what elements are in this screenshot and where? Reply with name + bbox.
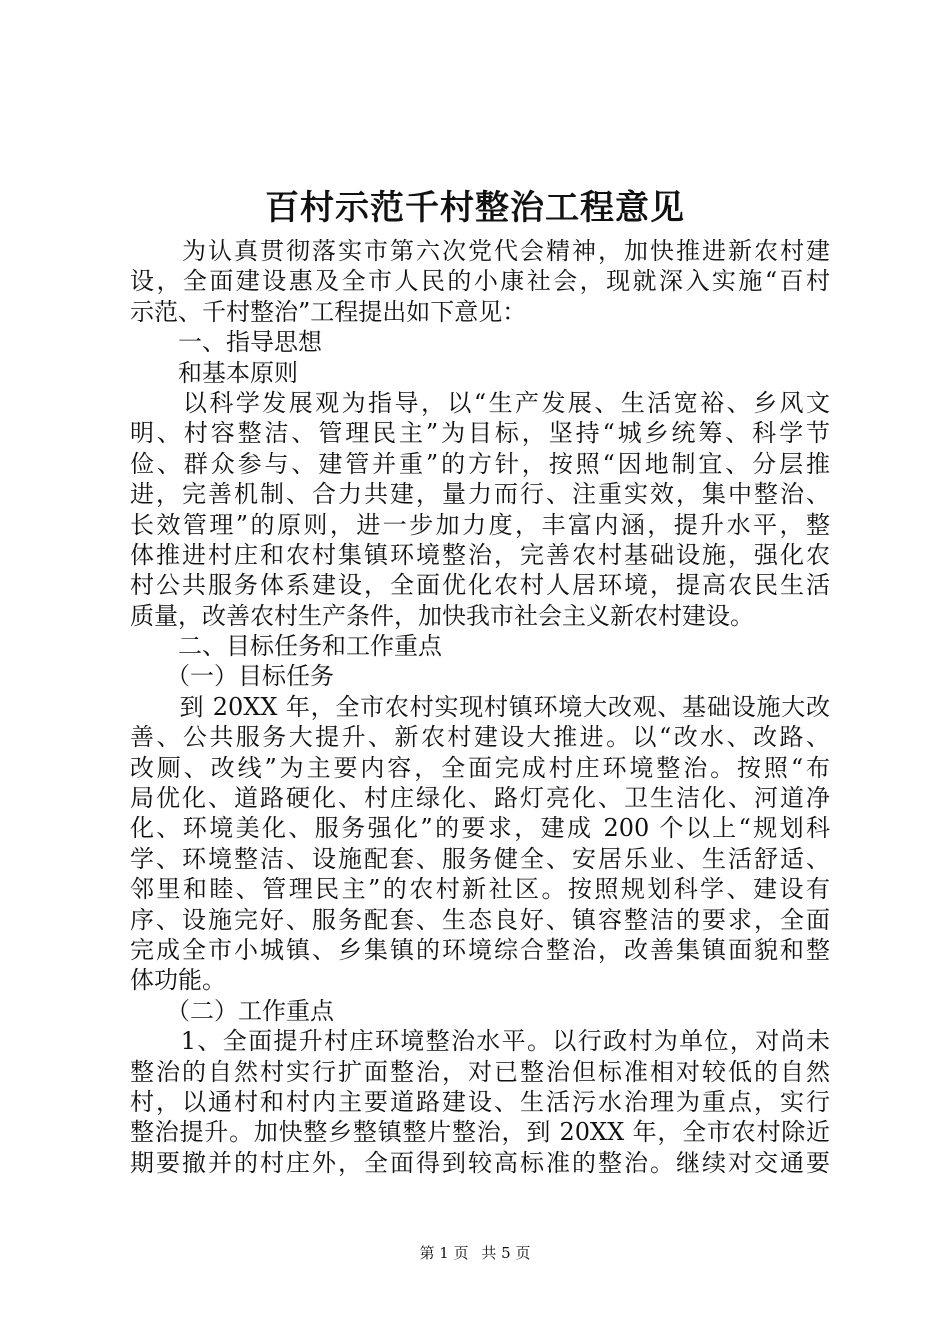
text-line: 序、设施完好、服务配套、生态良好、镇容整洁的要求，全面: [130, 905, 830, 934]
text-line: 完成全市小城镇、乡集镇的环境综合整治，改善集镇面貌和整: [130, 935, 830, 964]
text-line: 学、环境整洁、设施配套、服务健全、安居乐业、生活舒适、: [130, 844, 830, 873]
text-line: 以科学发展观为指导，以“生产发展、生活宽裕、乡风文: [130, 388, 830, 417]
text-line: 俭、群众参与、建管并重”的方针，按照“因地制宜、分层推: [130, 449, 830, 478]
text-line: （二）工作重点: [130, 996, 334, 1025]
text-line: 质量，改善农村生产条件，加快我市社会主义新农村建设。: [130, 601, 754, 630]
text-line: 村，以通村和村内主要道路建设、生活污水治理为重点，实行: [130, 1087, 830, 1116]
text-line: 村公共服务体系建设，全面优化农村人居环境，提高农民生活: [130, 571, 830, 600]
text-line: 进，完善机制、合力共建，量力而行、注重实效，集中整治、: [130, 480, 830, 509]
text-line: 1、全面提升村庄环境整治水平。以行政村为单位，对尚未: [130, 1027, 830, 1056]
text-line: 长效管理”的原则，进一步加力度，丰富内涵，提升水平，整: [130, 510, 830, 539]
text-line: 整治提升。加快整乡整镇整片整治，到 20XX 年，全市农村除近: [130, 1118, 830, 1147]
page-footer: [0, 1243, 950, 1263]
text-line: 化、环境美化、服务强化”的要求，建成 200 个以上“规划科: [130, 814, 830, 843]
text-line: 体功能。: [130, 966, 226, 995]
text-line: 局优化、道路硬化、村庄绿化、路灯亮化、卫生洁化、河道净: [130, 784, 830, 813]
text-line: 善、公共服务大提升、新农村建设大推进。以“改水、改路、: [130, 723, 830, 752]
document-body: [130, 236, 830, 1178]
text-line: 一、指导思想: [130, 328, 322, 357]
text-line: 期要撤并的村庄外，全面得到较高标准的整治。继续对交通要: [130, 1148, 830, 1177]
page-total: 共 5 页: [481, 1244, 531, 1262]
text-line: 和基本原则: [130, 358, 298, 387]
document-title: 百村示范千村整治工程意见: [265, 188, 685, 228]
text-line: 到 20XX 年，全市农村实现村镇环境大改观、基础设施大改: [130, 692, 830, 721]
text-line: 改厕、改线”为主要内容，全面完成村庄环境整治。按照“布: [130, 753, 830, 782]
page-number: 第 1 页: [419, 1244, 469, 1262]
text-line: 设，全面建设惠及全市人民的小康社会，现就深入实施“百村: [130, 267, 830, 296]
text-line: 体推进村庄和农村集镇环境整治，完善农村基础设施，强化农: [130, 540, 830, 569]
text-line: 为认真贯彻落实市第六次党代会精神，加快推进新农村建: [130, 237, 830, 265]
text-line: 邻里和睦、管理民主”的农村新社区。按照规划科学、建设有: [130, 875, 830, 904]
text-line: 明、村容整洁、管理民主”为目标，坚持“城乡统筹、科学节: [130, 419, 830, 448]
text-line: 示范、千村整治”工程提出如下意见：: [130, 297, 527, 326]
text-line: （一）目标任务: [130, 662, 334, 691]
text-line: 二、目标任务和工作重点: [130, 632, 442, 661]
text-line: 整治的自然村实行扩面整治，对已整治但标准相对较低的自然: [130, 1057, 830, 1086]
